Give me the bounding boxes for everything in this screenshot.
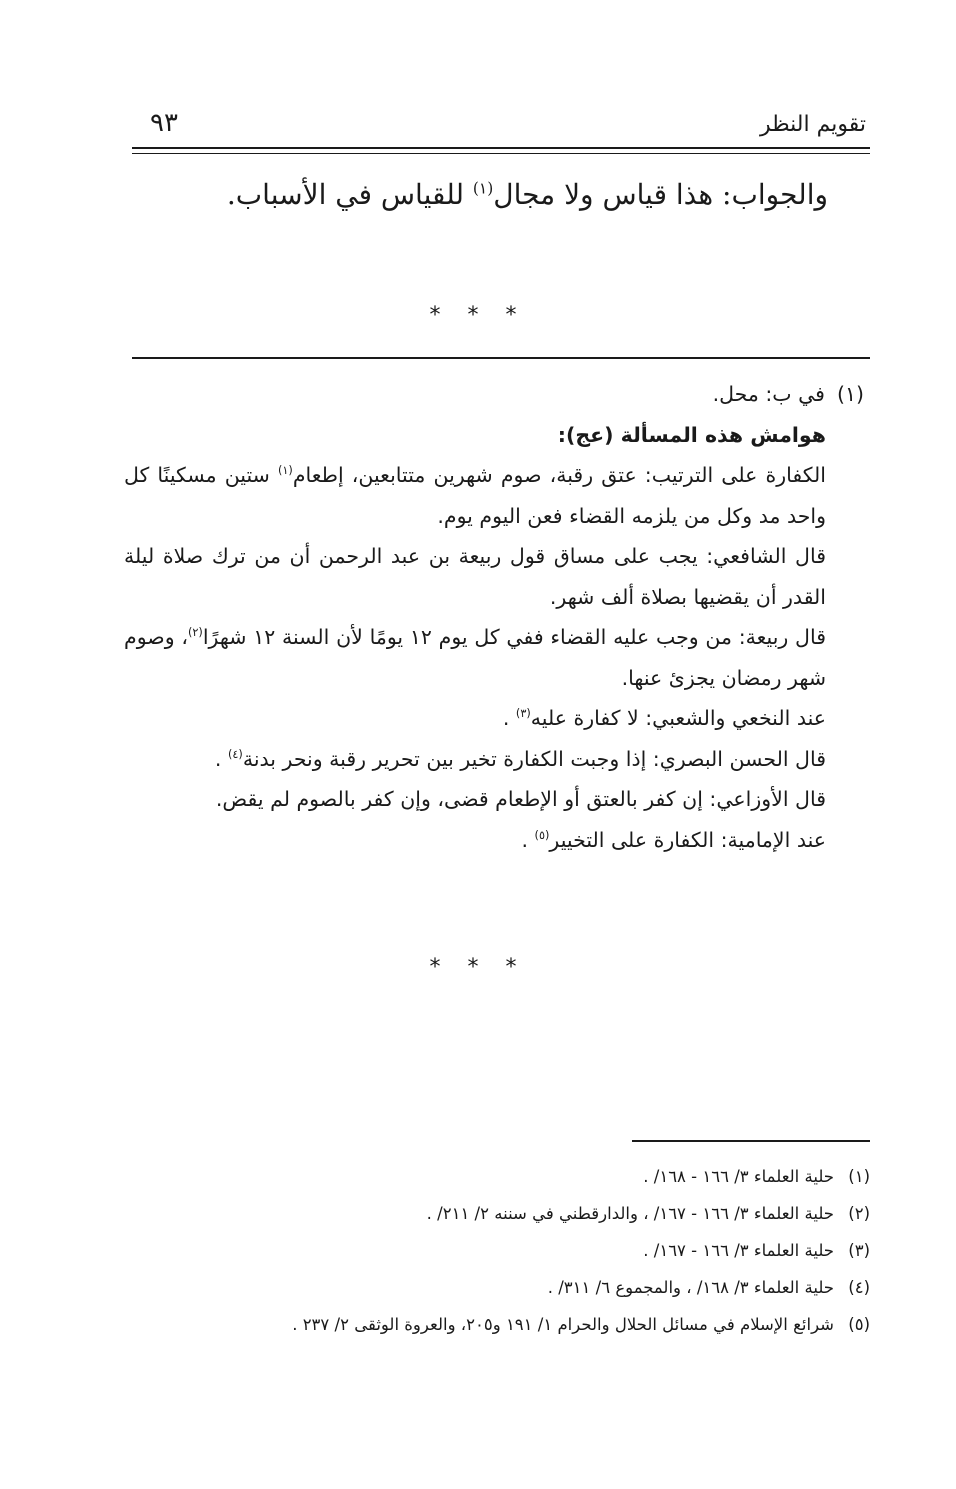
footnote-item (110, 1158, 870, 1195)
footnote-number: (٢) (848, 1204, 870, 1223)
answer-text-end: للقياس في الأسباب. (226, 178, 473, 211)
note-paragraph (124, 820, 864, 861)
footnote-text: حلية العلماء ٣/ ١٦٨/ ، والمجموع ٦/ ٣١١/ . (547, 1278, 834, 1297)
footnote-number: (١) (848, 1167, 870, 1186)
running-header-title: تقويم النظر (759, 112, 866, 137)
paragraph-text: قال الحسن البصري: إذا وجبت الكفارة تخير بين تحرير رقبة ونحر بدنة (242, 746, 826, 771)
footnote-ref: (١) (277, 464, 293, 478)
paragraph-text: قال ربيعة: من وجب عليه القضاء ففي كل يوم ١٢ يومًا لأن السنة ١٢ شهرًا (202, 625, 827, 649)
note-paragraph: قال الأوزاعي: إن كفر بالعتق أو الإطعام قضى، وإن كفر بالصوم لم يقض. (215, 787, 826, 811)
paragraph-text: ستين مسكينًا كل واحد مد وكل من يلزمه القضاء فعن اليوم يوم. (124, 463, 826, 528)
footnote-item (110, 1232, 870, 1269)
footnote-number: (٥) (848, 1315, 870, 1334)
footnote-ref: (٢) (187, 626, 203, 640)
footnote-number: (٣) (848, 1241, 870, 1260)
notes-heading: هوامش هذه المسألة (عج): (557, 422, 826, 447)
paragraph-text: عند النخعي والشعبي: لا كفارة عليه (530, 706, 826, 730)
header-rule (132, 147, 870, 149)
footnote-text: حلية العلماء ٣/ ١٦٦ - ١٦٧/ ، والدارقطني في سننه ٢/ ٢١١/ . (426, 1204, 834, 1223)
footnote-item (110, 1195, 870, 1232)
footnote-text: حلية العلماء ٣/ ١٦٦ - ١٦٨/ . (643, 1167, 834, 1186)
footnote-ref: (١) (472, 179, 494, 198)
note-line (124, 374, 864, 415)
paragraph-text: . (214, 746, 228, 771)
footnote-number: (٤) (848, 1278, 870, 1297)
footnote-item (110, 1269, 870, 1306)
paragraph-text: . (502, 706, 516, 730)
notes-rule (132, 357, 870, 359)
footnote-rule (632, 1140, 870, 1142)
paragraph-text: عند الإمامية: الكفارة على التخيير (549, 827, 826, 852)
footnote-text: حلية العلماء ٣/ ١٦٦ - ١٦٧/ . (643, 1241, 834, 1260)
note-number: (١) (836, 382, 864, 406)
section-separator: * * * (429, 303, 527, 328)
footnote-text: شرائع الإسلام في مسائل الحلال والحرام ١/ ١٩١ و٢٠٥، والعروة الوثقى ٢/ ٢٣٧ . (292, 1315, 834, 1334)
paragraph-text: ، وصوم شهر رمضان يجزئ عنها. (124, 625, 826, 690)
notes-block (124, 374, 864, 860)
note-paragraph: قال الشافعي: يجب على مساق قول ربيعة بن عبد الرحمن أن من ترك صلاة ليلة القدر أن يقضيها بصلاة ألف شهر. (124, 544, 826, 609)
note-paragraph (124, 617, 864, 698)
note-paragraph (124, 739, 864, 780)
header-rule-thin (132, 153, 870, 154)
answer-text: والجواب: هذا قياس ولا مجال (493, 178, 828, 211)
paragraph-text: . (521, 827, 535, 852)
note-paragraph (124, 698, 864, 739)
footnote-ref: (٤) (227, 747, 243, 761)
paragraph-text: الكفارة على الترتيب: عتق رقبة، صوم شهرين متتابعين، إطعام (292, 463, 826, 487)
footnote-ref: (٥) (534, 828, 550, 842)
note-paragraph (124, 455, 864, 536)
footnote-ref: (٣) (515, 707, 531, 721)
section-separator: * * * (429, 955, 527, 980)
page-number: ٩٣ (150, 108, 178, 138)
footnotes (110, 1158, 870, 1343)
answer-line (227, 178, 828, 211)
footnote-item (110, 1306, 870, 1343)
note-text: في ب: محل. (712, 382, 825, 406)
